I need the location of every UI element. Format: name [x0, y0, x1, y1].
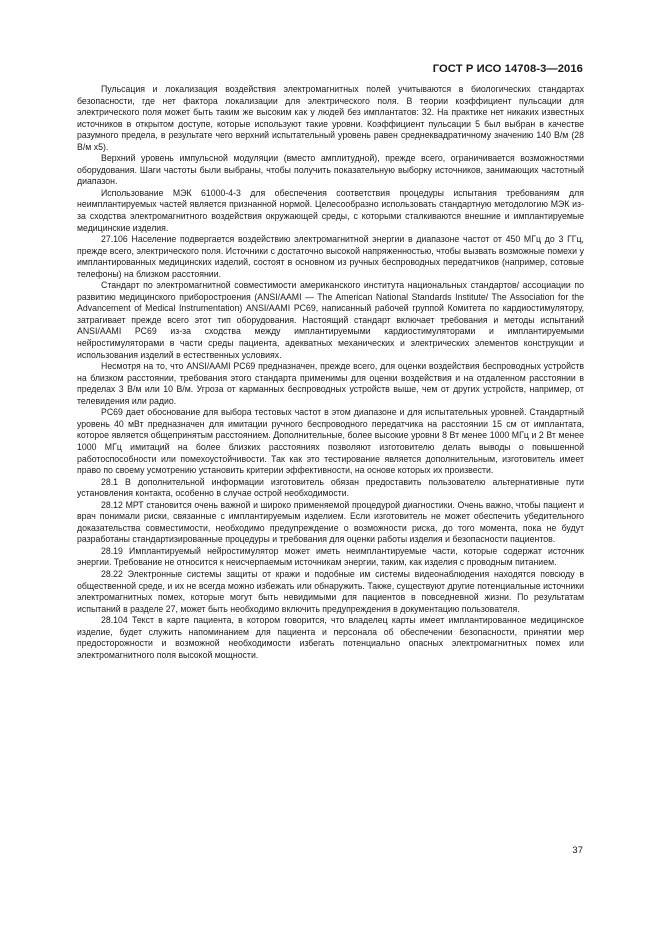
paragraph: 28.104 Текст в карте пациента, в котором говорится, что владелец карты имеет имплантированное медицинское изделие, будет служить напоминанием для пациента и персонала об обеспечении безопасности, принятии мер предосторожности и возможной необходимости избегать потенциально опасных электромагнитных помех или электромагнитного поля высокой мощности.: [77, 615, 584, 660]
document-header: ГОСТ Р ИСО 14708-3—2016: [432, 63, 583, 75]
paragraph: 28.22 Электронные системы защиты от кражи и подобные им системы видеонаблюдения находятся повсюду в общественной среде, и их не всегда можно избежать или обнаружить. Также, существуют другие потенциальные источники электромагнитных помех, которые могут быть невидимыми для пациентов в повседневной жизни. По результатам испытаний в разделе 27, может быть необходимо включить предупреждения в документацию пользователя.: [77, 568, 584, 614]
paragraph: 27.106 Население подвергается воздействию электромагнитной энергии в диапазоне частот от 450 МГц до 3 ГГц, прежде всего, электрического поля. Источники с достаточно высокой напряженностью, чтобы вызвать возможные помехи у имплантированных медицинских изделий, состоят в основном из ручных беспроводных передатчиков (например, сотовые телефоны) на близком расстоянии.: [77, 234, 584, 279]
paragraph: Несмотря на то, что ANSI/AAMI PC69 предназначен, прежде всего, для оценки воздействия беспроводных устройств на близком расстоянии, требования этого стандарта применимы для оценки воздействия и на отдаленном расстоянии в пределах 3 В/м или 10 В/м. Угроза от карманных беспроводных устройств выше, чем от других устройств, например, от телевидения или радио.: [77, 361, 584, 406]
paragraph: PC69 дает обоснование для выбора тестовых частот в этом диапазоне и для испытательных уровней. Стандартный уровень 40 мВт предназначен для имитации ручного беспроводного передатчика на расстоянии 15 см от имплантата, которое является общепринятым расстоянием. Дополнительные, более высокие уровни 8 Вт менее 1000 МГц и 2 Вт менее 1000 МГц имитаций на более близких расстояниях позволяют изготовителю делать выводы о повышенной работоспособности или помехоустойчивости. Так как это тестирование является дополнительным, изготовитель имеет право по своему усмотрению установить критерии эффективности, на основе которых их произвести.: [77, 407, 584, 476]
document-body: [77, 84, 584, 661]
paragraph: Верхний уровень импульсной модуляции (вместо амплитудной), прежде всего, ограничивается возможностями оборудования. Шаги частоты были выбраны, чтобы получить показательную выборку источников, занимающих частотный диапазон.: [77, 153, 584, 187]
paragraph: Пульсация и локализация воздействия электромагнитных полей учитываются в биологических стандартах безопасности, где нет фактора локализации для электрического поля. В теории коэффициент пульсации для электрического поля может быть таким же высоким как у людей без имплантатов: 32. На практике нет никаких известных источников в открытом доступе, которые используют такие уровни. Коэффициент пульсации 5 был выбран в качестве разумного предела, в результате чего верхний испытательный уровень равен среднеквадратичному значению 140 В/м (28 В/м х5).: [77, 84, 584, 152]
page-number: 37: [572, 845, 583, 856]
paragraph: 28.1 В дополнительной информации изготовитель обязан предоставить пользователю альтернативные пути установления контакта, особенно в случае острой необходимости.: [77, 476, 584, 499]
paragraph: Стандарт по электромагнитной совместимости американского института национальных стандартов/ ассоциации по развитию медицинского приборостроения (ANSI/AAMI — The American National Standards Institute/ The Association for the Advancement of Medical Instrumentation) ANSI/AAMI PC69, написанный рабочей группой Комитета по кардиостимулятору, затрагивает прежде всего этот тип оборудования. Настоящий стандарт включает требования и методы испытаний ANSI/AAMI PC69 из-за сходства между имплантируемыми кардиостимуляторами и имплантируемыми нейростимуляторами в части среды пациента, адекватных механических и электрических элементов конструкции и использования изделий в естественных условиях.: [77, 280, 584, 360]
paragraph: 28.19 Имплантируемый нейростимулятор может иметь неимплантируемые части, которые содержат источник энергии. Требование не относится к неисчерпаемым источникам энергии, таким, как изделия с проводным питанием.: [77, 545, 584, 568]
paragraph: 28.12 МРТ становится очень важной и широко применяемой процедурой диагностики. Очень важно, чтобы пациент и врач понимали риски, связанные с имплантируемым изделием. Если изготовитель не может обеспечить убедительного доказательства совместимости, необходимо предупреждение о возможности риска, до того момента, пока не будут разработаны стандартизированные процедуры и требования для оценки работы изделия и безопасности пациентов.: [77, 499, 584, 545]
paragraph: Использование МЭК 61000-4-3 для обеспечения соответствия процедуры испытания требованиям для неимплантируемых частей является признанной нормой. Целесообразно использовать стандартную методологию МЭК из-за сходства электромагнитного воздействия окружающей среды, с которыми сталкиваются внешние и имплантируемые медицинские изделия.: [77, 187, 584, 233]
